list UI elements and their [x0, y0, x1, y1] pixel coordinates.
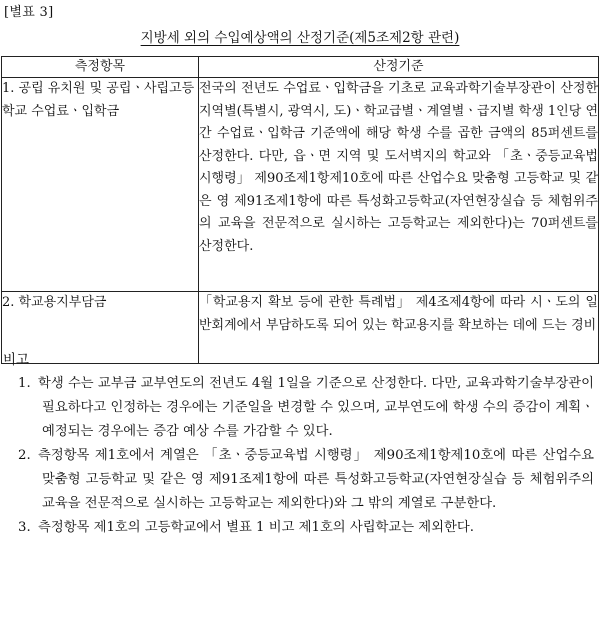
- note-number: 2.: [18, 448, 31, 463]
- column-header-criterion: 산정기준: [199, 57, 599, 78]
- table-header-row: [2, 57, 599, 78]
- criteria-table: [1, 56, 599, 364]
- table-cell-criterion: 「학교용지 확보 등에 관한 특례법」 제4조제4항에 따라 시ㆍ도의 일반회계에서 부담하도록 되어 있는 학교용지를 확보하는 데에 드는 경비: [199, 292, 599, 364]
- column-header-item: 측정항목: [2, 57, 199, 78]
- note-text: 측정항목 제1호에서 계열은 「초ㆍ중등교육법 시행령」 제90조제1항제10호에 따른 산업수요 맞춤형 고등학교 및 같은 영 제91조제1항에 따른 특성화고등학교(자연현장실습 등 체험위주의 교육을 전문적으로 실시하는 고등학교는 제외한다)와 그 밖의 계열로 구분한다.: [38, 448, 594, 511]
- table-cell-criterion: 전국의 전년도 수업료ㆍ입학금을 기초로 교육과학기술부장관이 산정한 지역별(특별시, 광역시, 도)ㆍ학교급별ㆍ계열별ㆍ급지별 학생 1인당 연간 수업료ㆍ입학금 기준액에 해당 학생 수를 곱한 금액의 85퍼센트를 산정한다. 다만, 읍ㆍ면 지역 및 도서벽지의 학교와 「초ㆍ중등교육법 시행령」 제90조제1항제10호에 따른 산업수요 맞춤형 고등학교 및 같은 영 제91조제1항에 따른 특성화고등학교(자연현장실습 등 체험위주의 교육을 전문적으로 실시하는 고등학교는 제외한다)는 70퍼센트를 산정한다.: [199, 78, 599, 292]
- note-text: 학생 수는 교부금 교부연도의 전년도 4월 1일을 기준으로 산정한다. 다만, 교육과학기술부장관이 필요하다고 인정하는 경우에는 기준일을 변경할 수 있으며, 교부연도에 학생 수의 증감이 계획ㆍ예정되는 경우에는 증감 예상 수를 가감할 수 있다.: [38, 376, 594, 439]
- notes-list: [18, 372, 594, 540]
- document-title-text: 지방세 외의 수입예상액의 산정기준(제5조제2항 관련): [140, 30, 460, 46]
- table-cell-item: 1. 공립 유치원 및 공립ㆍ사립고등학교 수업료ㆍ입학금: [2, 78, 199, 292]
- table-row: [2, 292, 599, 364]
- table-row: [2, 78, 599, 292]
- document-title: [0, 26, 600, 46]
- annex-tag: [별표 3]: [4, 5, 54, 20]
- list-item: [18, 372, 594, 444]
- list-item: [18, 444, 594, 516]
- table-cell-item: 2. 학교용지부담금: [2, 292, 199, 364]
- note-text: 측정항목 제1호의 고등학교에서 별표 1 비고 제1호의 사립학교는 제외한다.: [38, 520, 474, 535]
- notes-heading: 비고: [3, 352, 30, 368]
- note-number: 1.: [18, 376, 31, 391]
- list-item: [18, 516, 594, 540]
- note-number: 3.: [18, 520, 31, 535]
